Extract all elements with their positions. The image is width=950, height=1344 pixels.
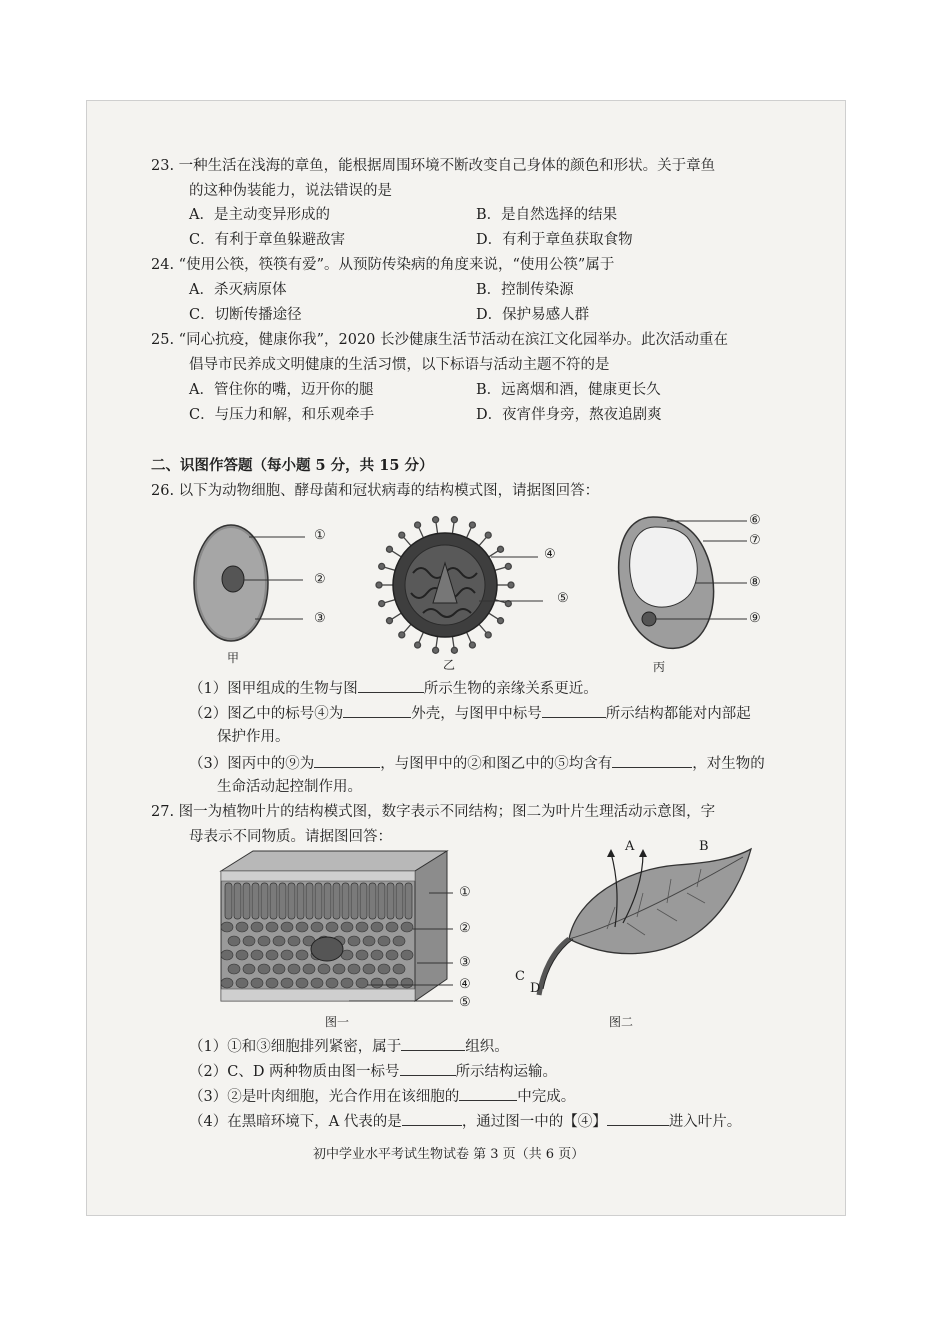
q26-sub2-text-b: 外壳，与图甲中标号 — [411, 706, 542, 722]
q27-label-4: ④ — [459, 977, 471, 992]
q27-sub2 — [189, 1061, 557, 1081]
section-heading: 二、识图作答题（每小题 5 分，共 15 分） — [151, 457, 434, 474]
q26-sub2-blank-1[interactable] — [343, 703, 411, 718]
q27-sub3 — [189, 1086, 575, 1106]
q27-stem: 27. 图一为植物叶片的结构模式图，数字表示不同结构；图二为叶片生理活动示意图，字 — [151, 804, 716, 820]
q25-option-c: C．与压力和解，和乐观牵手 — [189, 407, 375, 423]
q27-sub3-blank[interactable] — [459, 1086, 517, 1101]
q26-sub1 — [189, 678, 598, 698]
q26-stem: 26. 以下为动物细胞、酵母菌和冠状病毒的结构模式图，请据图回答： — [151, 483, 600, 499]
q26-sub2-blank-2[interactable] — [542, 703, 606, 718]
q25-option-d: D．夜宵伴身旁，熬夜追剧爽 — [476, 407, 662, 423]
q26-label-8: ⑧ — [749, 575, 761, 590]
caption-fig2: 图二 — [609, 1015, 634, 1029]
q26-label-2: ② — [314, 572, 326, 587]
q27-letter-a: A — [625, 839, 635, 854]
leaf-cross-section-diagram — [217, 851, 487, 1021]
q23-option-c: C．有利于章鱼躲避敌害 — [189, 232, 346, 248]
q27-sub2-text-b: 所示结构运输。 — [455, 1064, 558, 1080]
q25-stem-cont: 倡导市民养成文明健康的生活习惯，以下标语与活动主题不符的是 — [189, 357, 610, 373]
q26-label-3: ③ — [314, 611, 326, 626]
q23-option-b: B．是自然选择的结果 — [476, 207, 618, 223]
q27-sub2-text-a: （2）C、D 两种物质由图一标号 — [189, 1064, 400, 1080]
q27-sub4-blank-2[interactable] — [607, 1111, 669, 1126]
q23-stem-cont: 的这种伪装能力，说法错误的是 — [189, 183, 392, 199]
q27-sub4-text-b: ，通过图一中的【④】 — [461, 1114, 607, 1130]
q27-sub3-text-a: （3）②是叶肉细胞，光合作用在该细胞的 — [189, 1089, 460, 1105]
q26-sub3-text-a: （3）图丙中的⑨为 — [189, 756, 315, 772]
caption-jia: 甲 — [227, 651, 240, 665]
q26-sub3-blank-2[interactable] — [612, 753, 692, 768]
q26-label-6: ⑥ — [749, 513, 761, 528]
q26-sub3-text-b: ，与图甲中的②和图乙中的⑤均含有 — [380, 756, 613, 772]
q26-sub2-cont: 保护作用。 — [217, 729, 290, 745]
q27-sub4-blank-1[interactable] — [402, 1111, 462, 1126]
q27-sub3-text-b: 中完成。 — [517, 1089, 576, 1105]
q27-sub2-blank[interactable] — [400, 1061, 456, 1076]
q27-sub1 — [189, 1036, 509, 1056]
q23-stem: 23. 一种生活在浅海的章鱼，能根据周围环境不断改变自己身体的颜色和形状。关于章鱼 — [151, 158, 716, 174]
q27-sub1-text-a: （1）①和③细胞排列紧密，属于 — [189, 1039, 402, 1055]
q26-sub2-text-c: 所示结构都能对内部起 — [605, 706, 751, 722]
q26-sub1-blank[interactable] — [358, 678, 424, 693]
q24-option-b: B．控制传染源 — [476, 282, 574, 298]
q27-letter-b: B — [699, 839, 709, 854]
q25-stem: 25. “同心抗疫，健康你我”，2020 长沙健康生活节活动在滨江文化园举办。此次活动重在 — [151, 332, 729, 348]
coronavirus-diagram — [383, 513, 583, 663]
leaf-physiology-diagram — [507, 839, 767, 1009]
q24-option-c: C．切断传播途径 — [189, 307, 302, 323]
q26-sub3-cont: 生命活动起控制作用。 — [217, 779, 362, 795]
q26-label-4: ④ — [544, 547, 556, 562]
page-footer: 初中学业水平考试生物试卷 第 3 页（共 6 页） — [313, 1147, 585, 1162]
q26-label-1: ① — [314, 528, 326, 543]
caption-yi: 乙 — [443, 658, 456, 672]
q23-option-d: D．有利于章鱼获取食物 — [476, 232, 633, 248]
q27-label-3: ③ — [459, 955, 471, 970]
q25-option-a: A．管住你的嘴，迈开你的腿 — [189, 382, 374, 398]
q26-sub3 — [189, 753, 765, 773]
q27-label-5: ⑤ — [459, 995, 471, 1010]
q27-sub4-text-a: （4）在黑暗环境下，A 代表的是 — [189, 1114, 402, 1130]
q27-sub1-blank[interactable] — [401, 1036, 465, 1051]
q26-sub1-text-b: 所示生物的亲缘关系更近。 — [423, 681, 598, 697]
q27-letter-d: D — [530, 981, 541, 996]
q27-label-1: ① — [459, 885, 471, 900]
q27-letter-c: C — [515, 969, 525, 984]
q24-stem: 24. “使用公筷，筷筷有爱”。从预防传染病的角度来说，“使用公筷”属于 — [151, 257, 615, 273]
q27-sub4-text-c: 进入叶片。 — [668, 1114, 742, 1130]
q26-label-7: ⑦ — [749, 533, 761, 548]
yeast-cell-diagram — [607, 511, 767, 661]
q26-label-9: ⑨ — [749, 611, 761, 626]
q27-stem-cont: 母表示不同物质。请据图回答： — [189, 829, 392, 845]
q27-sub4 — [189, 1111, 741, 1131]
caption-bing: 丙 — [653, 660, 666, 674]
q27-sub1-text-b: 组织。 — [465, 1039, 509, 1055]
q26-sub2-text-a: （2）图乙中的标号④为 — [189, 706, 344, 722]
exam-page — [86, 100, 846, 1216]
caption-fig1: 图一 — [325, 1015, 350, 1029]
q27-label-2: ② — [459, 921, 471, 936]
q23-option-a: A．是主动变异形成的 — [189, 207, 330, 223]
q26-sub2 — [189, 703, 751, 723]
q26-label-5: ⑤ — [557, 591, 569, 606]
q24-option-a: A．杀灭病原体 — [189, 282, 287, 298]
q24-option-d: D．保护易感人群 — [476, 307, 590, 323]
q25-option-b: B．远离烟和酒，健康更长久 — [476, 382, 661, 398]
q26-sub1-text-a: （1）图甲组成的生物与图 — [189, 681, 358, 697]
q26-sub3-text-c: ，对生物的 — [692, 756, 765, 772]
q26-sub3-blank-1[interactable] — [314, 753, 380, 768]
